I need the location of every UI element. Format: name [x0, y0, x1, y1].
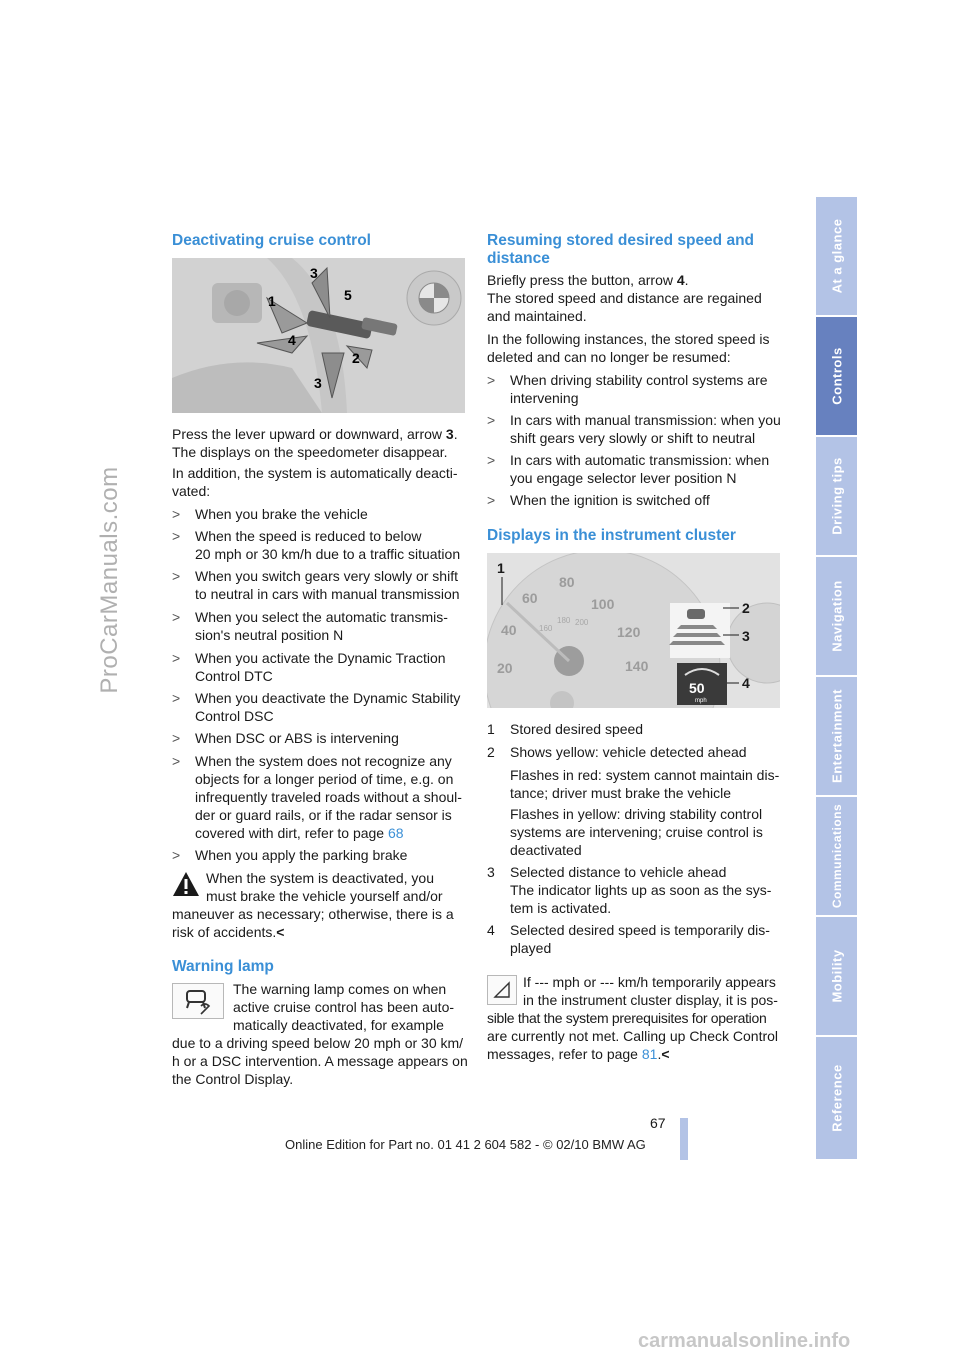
page-marker-bar [680, 1118, 688, 1160]
callout-5: 5 [344, 287, 352, 303]
tab-entertainment[interactable]: Entertainment [816, 677, 857, 797]
callout-3: 3 [742, 628, 750, 644]
callout-4: 4 [742, 675, 750, 691]
edition-line: Online Edition for Part no. 01 41 2 604 582 - © 02/10 BMW AG [285, 1137, 646, 1152]
list-item: > When the ignition is switched off [487, 492, 710, 508]
list-item: > When driving stability control systems are intervening [487, 372, 768, 406]
tab-controls[interactable]: Controls [816, 317, 857, 437]
section-heading-resuming: Resuming stored desired speed and distance [487, 232, 755, 267]
callout-4: 4 [288, 332, 296, 348]
callout-3-top: 3 [310, 265, 318, 281]
tab-at-a-glance[interactable]: At a glance [816, 197, 857, 317]
section-heading-warning-lamp: Warning lamp [172, 958, 274, 975]
list-item: > When the system does not recognize any objects for a longer period of time, e.g. on infrequently traveled roads without a shoul- der or guard rails, or if the radar sensor is covered with dirt, refer to page 68 [172, 753, 462, 841]
callout-1: 1 [497, 560, 505, 576]
para-briefly-press: Briefly press the button, arrow 4. The stored speed and distance are regained and maintained. [487, 272, 762, 324]
lever-illustration [172, 258, 465, 413]
para-following-instances: In the following instances, the stored speed is deleted and can no longer be resumed: [487, 331, 770, 365]
legend-item-4: 4 Selected desired speed is temporarily dis- played [487, 922, 770, 956]
legend-item-2: 2 Shows yellow: vehicle detected ahead [487, 744, 747, 760]
tab-communications[interactable]: Communications [816, 797, 857, 917]
legend-item-1: 1 Stored desired speed [487, 721, 644, 737]
watermark: ProCarManuals.com [96, 466, 123, 694]
list-item: > When the speed is reduced to below 20 mph or 30 km/h due to a traffic situation [172, 528, 461, 562]
list-item: > When you apply the parking brake [172, 847, 408, 863]
list-item: > In cars with manual transmission: when you shift gears very slowly or shift to neutral [487, 412, 781, 446]
list-item: > When DSC or ABS is intervening [172, 730, 399, 746]
list-item: > When you brake the vehicle [172, 506, 368, 522]
page-link-68[interactable]: 68 [388, 825, 404, 841]
display-speed: 50 [689, 680, 705, 696]
tab-navigation[interactable]: Navigation [816, 557, 857, 677]
page-number: 67 [650, 1115, 666, 1131]
list-item: > In cars with automatic transmission: when you engage selector lever position N [487, 452, 770, 486]
dial-label-180: 180 [557, 616, 571, 625]
list-item: > When you deactivate the Dynamic Stability Control DSC [172, 690, 461, 724]
dial-label-80: 80 [559, 574, 575, 590]
display-unit: mph [695, 698, 707, 704]
list-item: > When you activate the Dynamic Traction Control DTC [172, 650, 446, 684]
lever-diagram-icon [172, 258, 465, 413]
callout-2: 2 [742, 600, 750, 616]
dial-label-160: 160 [539, 624, 553, 633]
para-in-addition: In addition, the system is automatically deacti- vated: [172, 465, 458, 499]
dial-label-200: 200 [575, 618, 589, 627]
speedometer-icon [487, 553, 780, 708]
warning-lamp-text: The warning lamp comes on when active cruise control has been auto- matically deactivated, for example due to a driving speed below 20 mph or 30 km/ h or a DSC intervention. A message appears on the Control Display. [172, 981, 468, 1087]
instrument-cluster-illustration [487, 553, 780, 708]
site-watermark: carmanualsonline.info [638, 1330, 851, 1352]
section-heading-displays: Displays in the instrument cluster [487, 527, 736, 544]
callout-2: 2 [352, 350, 360, 366]
legend-item-2-yellow: Flashes in yellow: driving stability control systems are intervening; cruise control is deactivated [510, 806, 763, 858]
dial-label-20: 20 [497, 660, 513, 676]
page-link-81[interactable]: 81 [641, 1046, 658, 1062]
tab-mobility[interactable]: Mobility [816, 917, 857, 1037]
note-text: If --- mph or --- km/h temporarily appears in the instrument cluster display, it is pos- sible that the system prerequisites for operation are currently not met. Calling up Check Control messages, refer to page 81.< [487, 974, 779, 1062]
tab-reference[interactable]: Reference [816, 1037, 857, 1161]
list-item: > When you switch gears very slowly or shift to neutral in cars with manual transmission [172, 568, 460, 602]
dial-label-140: 140 [625, 658, 649, 674]
section-heading-deactivating: Deactivating cruise control [172, 232, 371, 249]
dial-label-100: 100 [591, 596, 615, 612]
callout-3-bottom: 3 [314, 375, 322, 391]
dial-label-60: 60 [522, 590, 538, 606]
dial-label-120: 120 [617, 624, 641, 640]
para-press-lever: Press the lever upward or downward, arrow 3. The displays on the speedometer disappear. [172, 426, 458, 460]
dial-label-40: 40 [501, 622, 517, 638]
tab-driving-tips[interactable]: Driving tips [816, 437, 857, 557]
legend-item-3: 3 Selected distance to vehicle ahead The indicator lights up as soon as the sys- tem is activated. [487, 864, 772, 916]
legend-item-2-red: Flashes in red: system cannot maintain dis- tance; driver must brake the vehicle [510, 767, 780, 801]
list-item: > When you select the automatic transmis- sion's neutral position N [172, 609, 448, 643]
warning-text: When the system is deactivated, you must brake the vehicle yourself and/or maneuver as necessary; otherwise, there is a risk of accidents.< [172, 870, 454, 940]
callout-1: 1 [268, 293, 276, 309]
